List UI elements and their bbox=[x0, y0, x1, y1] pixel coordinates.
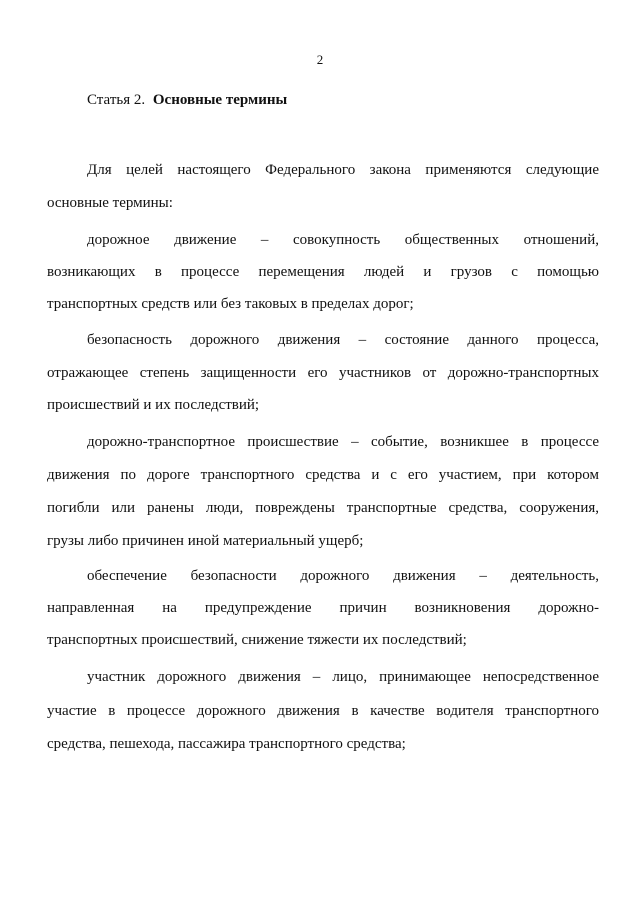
page-number: 2 bbox=[316, 52, 324, 67]
text-line: безопасность дорожного движения – состояние данного процесса, bbox=[87, 332, 599, 348]
text-line: погибли или ранены люди, повреждены транспортные средства, сооружения, bbox=[47, 500, 599, 516]
text-line: основные термины: bbox=[47, 195, 173, 211]
text-line: средства, пешехода, пассажира транспортного средства; bbox=[47, 736, 406, 752]
text-line: движения по дороге транспортного средства и с его участием, при котором bbox=[47, 467, 599, 483]
article-title: Основные термины bbox=[152, 92, 288, 108]
text-line: направленная на предупреждение причин возникновения дорожно- bbox=[47, 600, 599, 616]
text-line: грузы либо причинен иной материальный ущерб; bbox=[47, 533, 364, 549]
text-line: транспортных происшествий, снижение тяжести их последствий; bbox=[47, 632, 467, 648]
text-line: дорожное движение – совокупность общественных отношений, bbox=[87, 232, 599, 248]
text-line: обеспечение безопасности дорожного движения – деятельность, bbox=[87, 568, 599, 584]
text-line: дорожно-транспортное происшествие – событие, возникшее в процессе bbox=[87, 434, 599, 450]
text-line: участие в процессе дорожного движения в качестве водителя транспортного bbox=[47, 703, 599, 719]
text-line: участник дорожного движения – лицо, принимающее непосредственное bbox=[87, 669, 599, 685]
text-line: возникающих в процессе перемещения людей и грузов с помощью bbox=[47, 264, 599, 280]
article-label: Статья 2. bbox=[87, 92, 146, 108]
text-line: отражающее степень защищенности его участников от дорожно-транспортных bbox=[47, 365, 599, 381]
text-line: транспортных средств или без таковых в пределах дорог; bbox=[47, 296, 414, 312]
article-heading bbox=[87, 92, 287, 109]
text-line: происшествий и их последствий; bbox=[47, 397, 260, 413]
text-line: Для целей настоящего Федерального закона применяются следующие bbox=[87, 162, 599, 178]
